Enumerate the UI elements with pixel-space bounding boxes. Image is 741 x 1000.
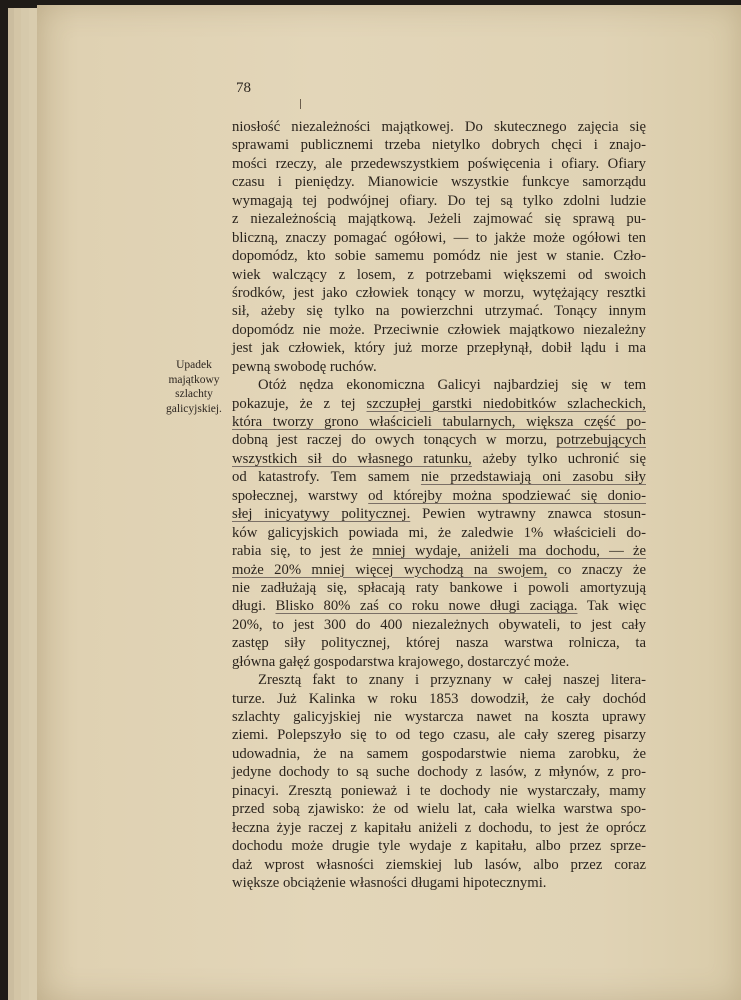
text-line: bliczną, znaczy pomagać ogółowi, — to jakże może ogółowi ten — [232, 229, 646, 246]
text-line: zastęp siły politycznej, której nasza warstwa rolnicza, ta — [232, 635, 646, 652]
text-line: społecznej, warstwy od którejby można spodziewać się donio- — [232, 487, 646, 504]
text-line: nie zadłużają się, spłacają raty bankowe i powoli amortyzują — [232, 579, 646, 596]
pencil-underline: może 20% mniej więcej wychodzą na swojem, — [232, 561, 548, 578]
pencil-mark — [300, 99, 301, 109]
text-line: słej inicyatywy politycznej. Pewien wytrawny znawca stosun- — [232, 506, 646, 523]
text-line: pewną swobodę ruchów. — [232, 358, 377, 375]
margin-note-line: majątkowy — [168, 373, 220, 386]
text-line: daż wprost własności ziemskiej lub lasów, albo przez coraz — [232, 856, 646, 873]
text-line: czasu i pieniędzy. Mianowicie wszystkie funkcye samorządu — [232, 174, 646, 191]
text-line: dobną jest raczej do owych tonących w morzu, potrzebujących — [232, 432, 646, 449]
body-text — [232, 118, 646, 892]
margin-note-line: Upadek — [176, 359, 212, 371]
text-line: z niezależnością majątkową. Jeżeli zajmować się sprawą pu- — [232, 211, 646, 228]
text-line: udowadnia, że na samem gospodarstwie niema zarobku, że — [232, 745, 646, 762]
text-line: turze. Już Kalinka w roku 1853 dowodził, że cały dochód — [232, 690, 646, 707]
text-line: Otóż nędza ekonomiczna Galicyi najbardziej się w tem — [258, 377, 646, 394]
text-line: wiek walczący z losem, z potrzebami większemi od swoich — [232, 266, 646, 283]
text-line: dopomódz, kto sobie samemu pomódz nie jest w stanie. Czło- — [232, 248, 646, 265]
text-line: szlachty galicyjskiej nie wystarcza nawet na koszta uprawy — [232, 709, 646, 725]
text-line: pinacyi. Zresztą ponieważ i te dochody nie wystarczały, mamy — [232, 782, 646, 799]
page-number: 78 — [236, 80, 251, 96]
pencil-underline: nie przedstawiają oni zasobu siły — [420, 469, 646, 486]
paragraph — [232, 376, 646, 671]
paragraph — [232, 671, 646, 892]
pencil-underline: potrzebujących — [556, 432, 646, 449]
text-line: sił, ażeby się tylko na powierzchni utrzymać. Tonący innym — [232, 303, 646, 320]
text-line: Zresztą fakt to znany i przyznany w całej naszej litera- — [258, 672, 646, 689]
margin-note — [160, 358, 228, 416]
margin-note-line: szlachty — [175, 388, 213, 400]
pencil-underline: mniej wydaje, aniżeli ma dochodu, — że — [372, 543, 646, 560]
pencil-underline: wszystkich sił do własnego ratunku, — [232, 450, 472, 467]
text-line: ziemi. Polepszyło się to od tego czasu, ale cały szereg pisarzy — [232, 727, 646, 744]
pencil-underline: od którejby można spodziewać się donio- — [368, 487, 646, 504]
text-line: większe obciążenie własności długami hipotecznymi. — [232, 874, 547, 891]
pencil-underline: która tworzy grono właścicieli tabularnych, większa część po- — [232, 414, 646, 430]
text-line: wszystkich sił do własnego ratunku, ażeby tylko uchronić się — [232, 450, 646, 467]
text-line: 20%, to jest 300 do 400 niezależnych obywateli, to jest cały — [232, 616, 646, 633]
text-line: ków galicyjskich powiada mi, że zaledwie 1% właścicieli do- — [232, 524, 646, 541]
text-line: dopomódz nie może. Przeciwnie człowiek majątkowo niezależny — [232, 321, 646, 338]
text-line — [232, 413, 646, 431]
paragraph — [232, 118, 646, 376]
pencil-underline: słej inicyatywy politycznej. — [232, 506, 411, 523]
text-line: może 20% mniej więcej wychodzą na swojem, co znaczy że — [232, 561, 646, 578]
text-line: od katastrofy. Tem samem nie przedstawiają oni zasobu siły — [232, 469, 646, 486]
text-line: jedyne dochody to są suche dochody z lasów, z młynów, z pro- — [232, 764, 646, 781]
text-line: przed sobą zjawisko: że od wielu lat, cała wielka warstwa spo- — [232, 801, 646, 818]
text-line: sprawami publicznemi trzeba nietylko dobrych chęci i znajo- — [232, 137, 646, 154]
text-line: długi. Blisko 80% zaś co roku nowe długi zaciąga. Tak więc — [232, 598, 646, 615]
text-line: niosłość niezależności majątkowej. Do skutecznego zajęcia się — [232, 119, 646, 135]
text-line: główna gałęź gospodarstwa krajowego, dostarczyć może. — [232, 653, 570, 670]
text-line: mości rzeczy, ale przedewszystkiem poświęcenia i ofiary. Ofiary — [232, 155, 646, 172]
margin-note-line: galicyjskiej. — [166, 402, 222, 415]
text-line: pokazuje, że z tej szczupłej garstki niedobitków szlacheckich, — [232, 395, 646, 412]
text-line: dochodu może drugie tyle wydaje z kapitału, albo przez sprze- — [232, 838, 646, 855]
text-line: jest jak człowiek, który już morze przepłynął, dobił lądu i ma — [232, 340, 646, 357]
pencil-underline: Blisko 80% zaś co roku nowe długi zaciąga. — [275, 598, 578, 615]
pencil-underline: szczupłej garstki niedobitków szlacheckich, — [366, 395, 646, 412]
text-line: rabia się, to jest że mniej wydaje, aniżeli ma dochodu, — że — [232, 543, 646, 560]
text-line: łeczna żyje raczej z kapitału aniżeli z dochodu, to jest że oprócz — [232, 819, 646, 836]
text-line: środków, jest jako człowiek tonący w morzu, wytężający resztki — [232, 284, 646, 301]
text-line: wymagają tej podwójnej ofiary. Do tej są tylko zdolni ludzie — [232, 192, 646, 209]
